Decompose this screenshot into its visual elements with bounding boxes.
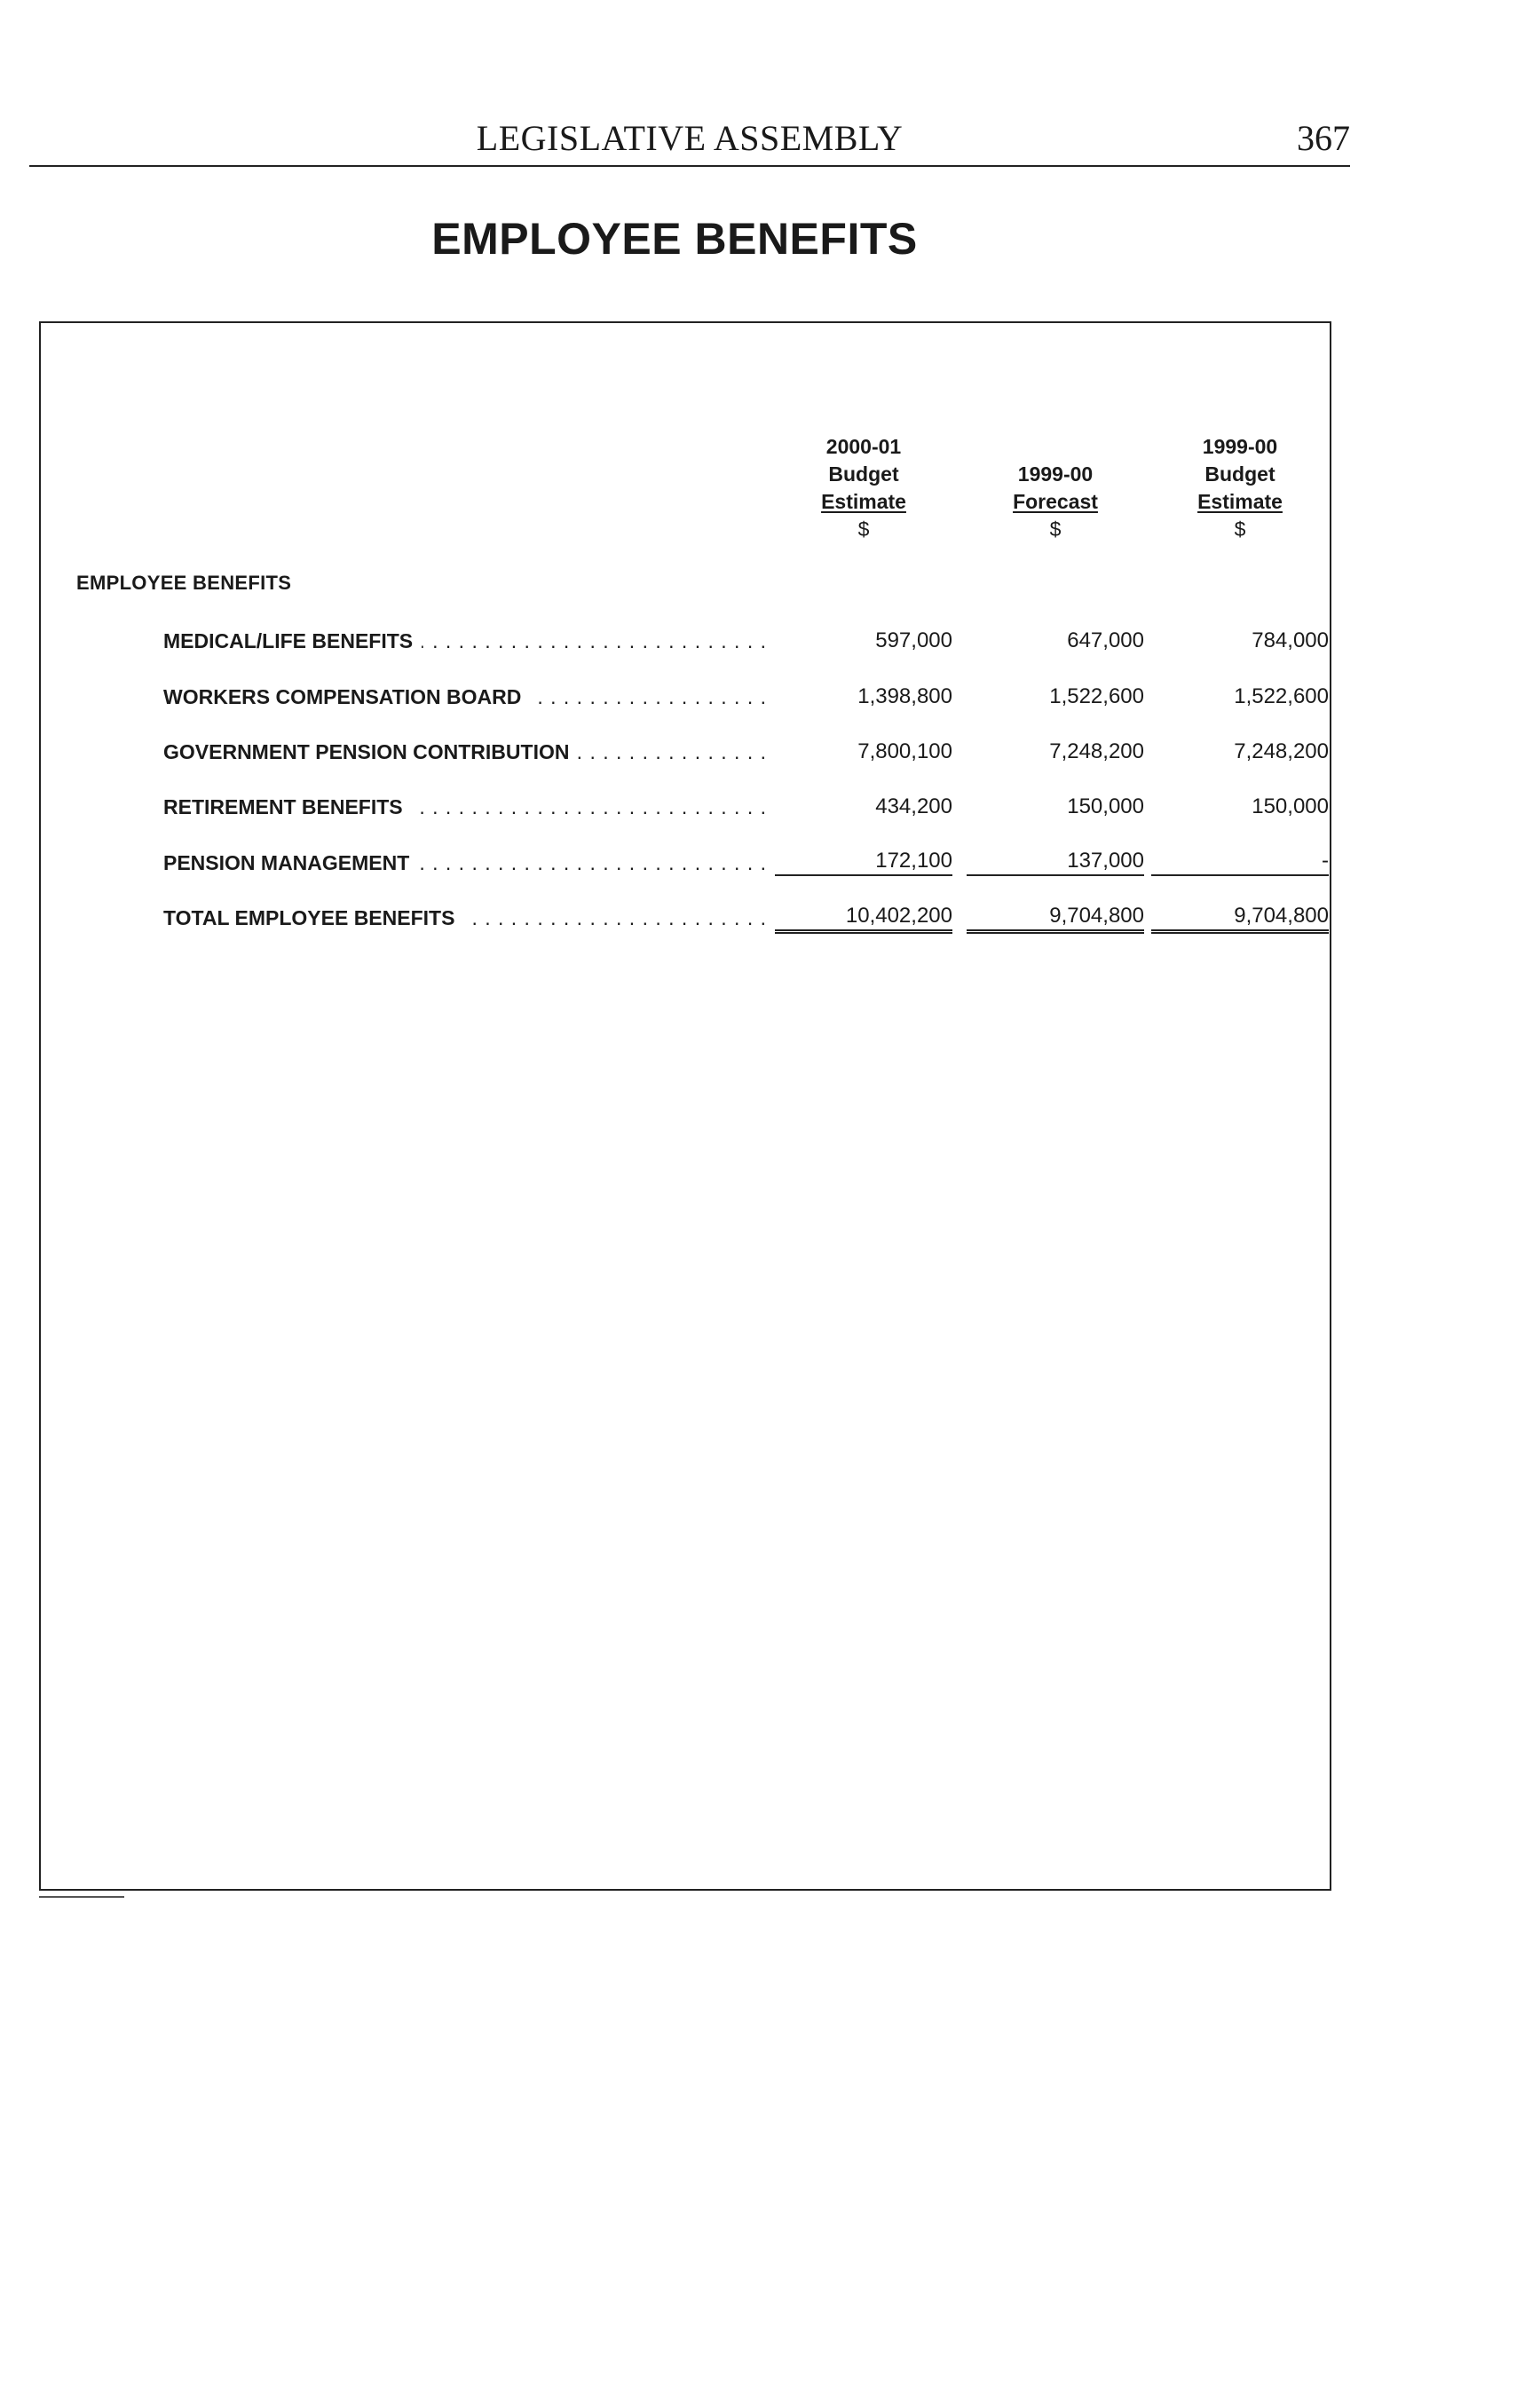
column-heading-line: Estimate — [821, 490, 906, 513]
amount-cell: 172,100 — [775, 848, 952, 876]
amount-cell: 137,000 — [967, 848, 1144, 876]
total-label-text: TOTAL EMPLOYEE BENEFITS — [163, 906, 463, 929]
table-row — [41, 626, 1333, 656]
row-label — [163, 848, 767, 878]
row-label-text: WORKERS COMPENSATION BOARD — [163, 685, 530, 708]
total-row — [41, 903, 1333, 933]
amount-cell: 597,000 — [875, 628, 952, 652]
amount-cell: 7,800,100 — [857, 739, 952, 763]
amount-cell: 150,000 — [1067, 794, 1144, 818]
amount-cell: 7,248,200 — [1049, 739, 1144, 763]
total-amount-cell: 9,704,800 — [1151, 903, 1329, 934]
column-heading-line: 1999-00 — [1017, 462, 1094, 486]
group-heading: EMPLOYEE BENEFITS — [76, 572, 292, 594]
row-label — [163, 737, 767, 767]
column-heading-line: 1999-00 — [1202, 435, 1278, 458]
column-unit: $ — [1049, 518, 1062, 541]
amount-cell: 1,398,800 — [857, 684, 952, 708]
amount-cell: - — [1151, 848, 1329, 876]
row-label — [163, 792, 767, 822]
section-title: EMPLOYEE BENEFITS — [431, 214, 918, 264]
row-label-text: GOVERNMENT PENSION CONTRIBUTION — [163, 740, 578, 763]
column-heading-line: Forecast — [1013, 490, 1098, 513]
amount-cell: 1,522,600 — [1049, 684, 1144, 708]
running-title: LEGISLATIVE ASSEMBLY — [476, 118, 904, 158]
column-heading-2000-01-budget-estimate — [775, 433, 952, 543]
row-label-text: RETIREMENT BENEFITS — [163, 795, 412, 818]
frame-bottom-rule — [39, 1896, 124, 1898]
column-heading-line: Budget — [828, 462, 899, 486]
column-heading-line: 2000-01 — [825, 435, 902, 458]
column-heading-1999-00-forecast — [967, 461, 1144, 543]
row-label — [163, 682, 767, 712]
table-row — [41, 737, 1333, 767]
column-heading-1999-00-budget-estimate — [1151, 433, 1329, 543]
column-heading-line: Budget — [1204, 462, 1275, 486]
column-heading-line: Estimate — [1197, 490, 1283, 513]
table-row — [41, 848, 1333, 878]
table-row — [41, 682, 1333, 712]
total-amount-cell: 9,704,800 — [967, 903, 1144, 934]
page-number: 367 — [1297, 118, 1350, 158]
amount-cell: 150,000 — [1252, 794, 1329, 818]
amount-cell: 1,522,600 — [1234, 684, 1329, 708]
amount-cell: 784,000 — [1252, 628, 1329, 652]
row-label-text: MEDICAL/LIFE BENEFITS — [163, 629, 422, 652]
amount-cell: 434,200 — [875, 794, 952, 818]
page-header — [29, 112, 1350, 167]
column-unit: $ — [1234, 518, 1246, 541]
budget-table-frame — [39, 321, 1331, 1891]
table-row — [41, 792, 1333, 822]
column-unit: $ — [857, 518, 870, 541]
amount-cell: 647,000 — [1067, 628, 1144, 652]
amount-cell: 7,248,200 — [1234, 739, 1329, 763]
row-label-text: PENSION MANAGEMENT — [163, 851, 418, 874]
row-label — [163, 626, 767, 656]
total-amount-cell: 10,402,200 — [775, 903, 952, 934]
total-label — [163, 903, 767, 933]
